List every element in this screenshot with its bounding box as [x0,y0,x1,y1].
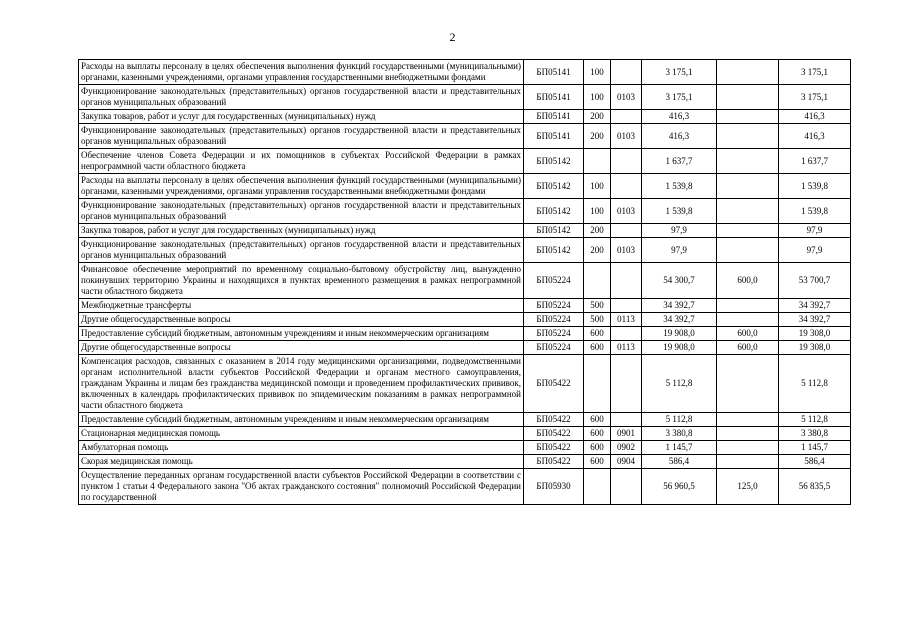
row-expense-type: 200 [584,110,611,124]
row-name: Закупка товаров, работ и услуг для государственных (муниципальных) нужд [79,110,524,124]
row-change [717,60,779,85]
row-amount: 97,9 [642,224,717,238]
row-amount: 1 539,8 [642,174,717,199]
row-code: БП05930 [524,469,584,505]
row-expense-type: 200 [584,124,611,149]
row-section [611,263,642,299]
table-row [79,313,851,327]
row-expense-type: 100 [584,85,611,110]
row-code: БП05224 [524,327,584,341]
row-total: 53 700,7 [779,263,851,299]
table-row [79,441,851,455]
row-code: БП05224 [524,313,584,327]
row-amount: 1 637,7 [642,149,717,174]
row-name: Расходы на выплаты персоналу в целях обеспечения выполнения функций государственными (муниципальными) органами, казенными учреждениями, органами управления государственными внебюджетными фондами [79,174,524,199]
row-total: 97,9 [779,238,851,263]
table-row [79,299,851,313]
row-change [717,85,779,110]
row-expense-type: 600 [584,427,611,441]
row-code: БП05422 [524,355,584,413]
row-section [611,224,642,238]
row-total: 586,4 [779,455,851,469]
row-change [717,124,779,149]
table-row [79,263,851,299]
row-expense-type: 100 [584,60,611,85]
row-expense-type: 100 [584,199,611,224]
row-name: Компенсация расходов, связанных с оказанием в 2014 году медицинскими организациями, подведомственными органам исполнительной власти субъектов Российской Федерации и органам местного самоуправления, гражданам Украины и лицам без гражданства медицинской помощи и проведением профилактических прививок, включенных в календарь профилактических прививок по эпидемическим показаниям в рамках непрограммной части областного бюджета [79,355,524,413]
row-code: БП05422 [524,441,584,455]
table-row [79,355,851,413]
row-amount: 586,4 [642,455,717,469]
table-row [79,85,851,110]
row-change [717,455,779,469]
row-name: Другие общегосударственные вопросы [79,341,524,355]
row-expense-type: 500 [584,313,611,327]
row-section [611,149,642,174]
row-section: 0103 [611,85,642,110]
row-total: 1 539,8 [779,174,851,199]
row-expense-type: 200 [584,238,611,263]
row-code: БП05224 [524,341,584,355]
row-amount: 56 960,5 [642,469,717,505]
table-row [79,341,851,355]
row-change: 600,0 [717,341,779,355]
row-total: 3 175,1 [779,85,851,110]
row-total: 5 112,8 [779,413,851,427]
row-name: Предоставление субсидий бюджетным, автономным учреждениям и иным некоммерческим организациям [79,327,524,341]
row-section: 0113 [611,341,642,355]
row-change [717,299,779,313]
row-code: БП05142 [524,174,584,199]
row-change: 600,0 [717,263,779,299]
row-total: 34 392,7 [779,313,851,327]
row-section: 0103 [611,199,642,224]
row-change [717,110,779,124]
table-row [79,224,851,238]
row-name: Межбюджетные трансферты [79,299,524,313]
page-number: 2 [449,30,456,44]
row-name: Функционирование законодательных (представительных) органов государственной власти и представительных органов муниципальных образований [79,124,524,149]
row-amount: 416,3 [642,110,717,124]
row-total: 416,3 [779,110,851,124]
row-section [611,299,642,313]
row-code: БП05142 [524,199,584,224]
row-code: БП05142 [524,224,584,238]
row-name: Обеспечение членов Совета Федерации и их помощников в субъектах Российской Федерации в рамках непрограммной части областного бюджета [79,149,524,174]
row-name: Амбулаторная помощь [79,441,524,455]
row-name: Финансовое обеспечение мероприятий по временному социально-бытовому обустройству лиц, вынужденно покинувших территорию Украины и находящихся в пунктах временного размещения в рамках непрограммной части областного бюджета [79,263,524,299]
row-amount: 1 539,8 [642,199,717,224]
row-name: Скорая медицинская помощь [79,455,524,469]
row-change: 125,0 [717,469,779,505]
row-change [717,355,779,413]
row-amount: 5 112,8 [642,355,717,413]
row-amount: 34 392,7 [642,313,717,327]
row-total: 5 112,8 [779,355,851,413]
row-change: 600,0 [717,327,779,341]
row-change [717,413,779,427]
row-section [611,355,642,413]
row-code: БП05422 [524,413,584,427]
table-row [79,124,851,149]
row-code: БП05141 [524,85,584,110]
row-amount: 3 175,1 [642,60,717,85]
row-expense-type: 600 [584,455,611,469]
row-change [717,224,779,238]
table-row [79,427,851,441]
row-name: Расходы на выплаты персоналу в целях обеспечения выполнения функций государственными (муниципальными) органами, казенными учреждениями, органами управления государственными внебюджетными фондами [79,60,524,85]
row-code: БП05141 [524,110,584,124]
row-total: 34 392,7 [779,299,851,313]
row-expense-type [584,469,611,505]
budget-table [78,59,851,505]
row-section: 0103 [611,238,642,263]
row-total: 416,3 [779,124,851,149]
row-code: БП05142 [524,238,584,263]
row-section [611,174,642,199]
table-row [79,199,851,224]
row-change [717,427,779,441]
row-total: 3 175,1 [779,60,851,85]
row-total: 19 308,0 [779,327,851,341]
row-code: БП05141 [524,124,584,149]
row-expense-type [584,263,611,299]
row-change [717,313,779,327]
row-total: 19 308,0 [779,341,851,355]
row-name: Закупка товаров, работ и услуг для государственных (муниципальных) нужд [79,224,524,238]
row-name: Функционирование законодательных (представительных) органов государственной власти и представительных органов муниципальных образований [79,85,524,110]
row-expense-type [584,149,611,174]
table-row [79,149,851,174]
table-row [79,455,851,469]
table-row [79,327,851,341]
row-amount: 34 392,7 [642,299,717,313]
row-change [717,238,779,263]
row-expense-type: 100 [584,174,611,199]
row-section [611,110,642,124]
row-name: Функционирование законодательных (представительных) органов государственной власти и представительных органов муниципальных образований [79,199,524,224]
row-code: БП05142 [524,149,584,174]
table-row [79,60,851,85]
row-expense-type: 500 [584,299,611,313]
row-code: БП05422 [524,427,584,441]
row-section: 0103 [611,124,642,149]
row-name: Другие общегосударственные вопросы [79,313,524,327]
row-expense-type: 600 [584,441,611,455]
row-total: 1 637,7 [779,149,851,174]
row-amount: 416,3 [642,124,717,149]
row-amount: 54 300,7 [642,263,717,299]
row-code: БП05422 [524,455,584,469]
row-code: БП05141 [524,60,584,85]
table-row [79,110,851,124]
row-amount: 3 380,8 [642,427,717,441]
row-amount: 1 145,7 [642,441,717,455]
row-change [717,174,779,199]
table-row [79,174,851,199]
row-expense-type: 600 [584,413,611,427]
row-expense-type: 600 [584,327,611,341]
row-amount: 19 908,0 [642,341,717,355]
row-amount: 5 112,8 [642,413,717,427]
row-total: 56 835,5 [779,469,851,505]
row-section: 0902 [611,441,642,455]
row-section [611,413,642,427]
row-section: 0113 [611,313,642,327]
row-total: 1 145,7 [779,441,851,455]
row-code: БП05224 [524,299,584,313]
row-amount: 3 175,1 [642,85,717,110]
row-name: Осуществление переданных органам государственной власти субъектов Российской Федерации в соответствии с пунктом 1 статьи 4 Федерального закона "Об актах гражданского состояния" полномочий Российской Федерации по государственной [79,469,524,505]
row-section: 0901 [611,427,642,441]
row-expense-type: 600 [584,341,611,355]
table-row [79,238,851,263]
row-total: 97,9 [779,224,851,238]
row-total: 1 539,8 [779,199,851,224]
row-section: 0904 [611,455,642,469]
row-code: БП05224 [524,263,584,299]
table-row [79,413,851,427]
row-change [717,149,779,174]
row-change [717,441,779,455]
row-name: Функционирование законодательных (представительных) органов государственной власти и представительных органов муниципальных образований [79,238,524,263]
row-amount: 97,9 [642,238,717,263]
row-section [611,60,642,85]
row-total: 3 380,8 [779,427,851,441]
row-amount: 19 908,0 [642,327,717,341]
row-expense-type [584,355,611,413]
row-expense-type: 200 [584,224,611,238]
row-change [717,199,779,224]
row-section [611,469,642,505]
row-name: Стационарная медицинская помощь [79,427,524,441]
row-name: Предоставление субсидий бюджетным, автономным учреждениям и иным некоммерческим организациям [79,413,524,427]
table-row [79,469,851,505]
row-section [611,327,642,341]
